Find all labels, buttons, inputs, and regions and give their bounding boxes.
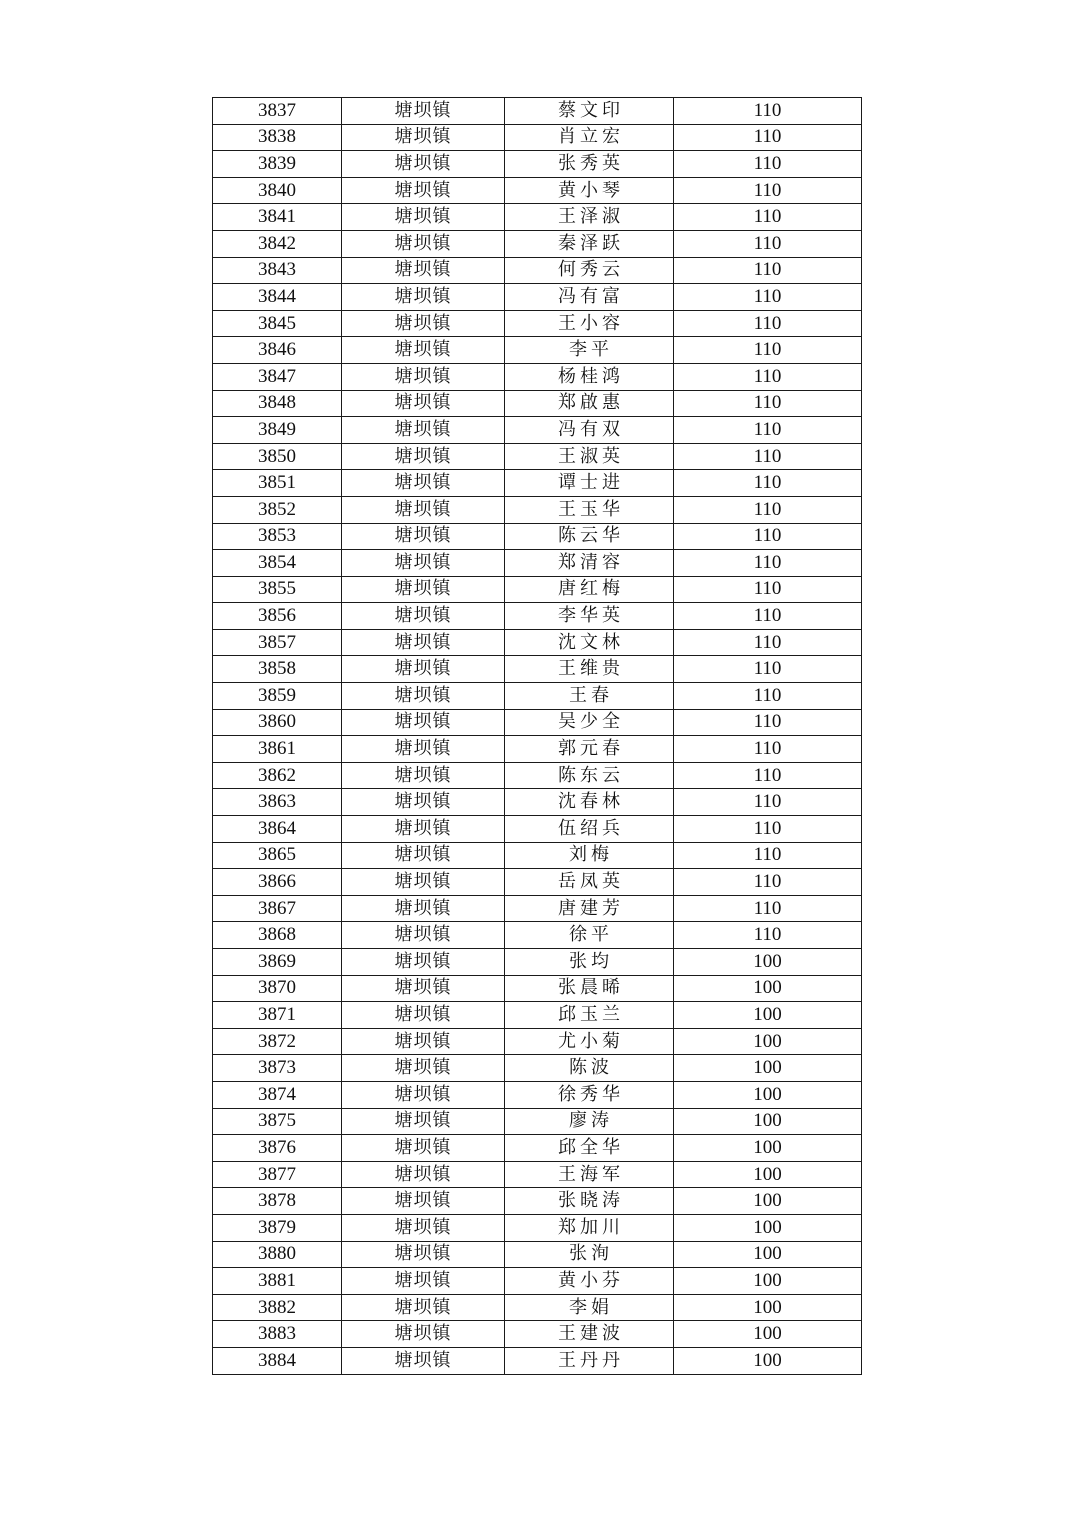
amount-cell: 110 bbox=[674, 683, 862, 710]
row-number-cell: 3859 bbox=[213, 683, 342, 710]
table-row bbox=[213, 151, 862, 178]
row-number-cell: 3864 bbox=[213, 816, 342, 843]
table-row bbox=[213, 869, 862, 896]
amount-cell: 110 bbox=[674, 789, 862, 816]
amount-cell: 100 bbox=[674, 1188, 862, 1215]
town-cell: 塘坝镇 bbox=[342, 257, 505, 284]
table-row bbox=[213, 1241, 862, 1268]
person-name-cell: 谭士进 bbox=[505, 470, 674, 497]
row-number-cell: 3850 bbox=[213, 443, 342, 470]
town-cell: 塘坝镇 bbox=[342, 310, 505, 337]
amount-cell: 110 bbox=[674, 204, 862, 231]
row-number-cell: 3866 bbox=[213, 869, 342, 896]
person-name-cell: 王维贵 bbox=[505, 656, 674, 683]
row-number-cell: 3867 bbox=[213, 895, 342, 922]
person-name-cell: 李娟 bbox=[505, 1294, 674, 1321]
amount-cell: 110 bbox=[674, 257, 862, 284]
amount-cell: 100 bbox=[674, 1135, 862, 1162]
table-row bbox=[213, 1268, 862, 1295]
amount-cell: 110 bbox=[674, 124, 862, 151]
town-cell: 塘坝镇 bbox=[342, 709, 505, 736]
town-cell: 塘坝镇 bbox=[342, 629, 505, 656]
table-row bbox=[213, 895, 862, 922]
town-cell: 塘坝镇 bbox=[342, 1002, 505, 1029]
row-number-cell: 3860 bbox=[213, 709, 342, 736]
town-cell: 塘坝镇 bbox=[342, 975, 505, 1002]
town-cell: 塘坝镇 bbox=[342, 1135, 505, 1162]
town-cell: 塘坝镇 bbox=[342, 762, 505, 789]
row-number-cell: 3854 bbox=[213, 550, 342, 577]
town-cell: 塘坝镇 bbox=[342, 576, 505, 603]
table-row bbox=[213, 949, 862, 976]
amount-cell: 110 bbox=[674, 523, 862, 550]
amount-cell: 100 bbox=[674, 1214, 862, 1241]
table-row bbox=[213, 496, 862, 523]
town-cell: 塘坝镇 bbox=[342, 603, 505, 630]
amount-cell: 110 bbox=[674, 337, 862, 364]
person-name-cell: 王海军 bbox=[505, 1161, 674, 1188]
table-row bbox=[213, 310, 862, 337]
row-number-cell: 3856 bbox=[213, 603, 342, 630]
town-cell: 塘坝镇 bbox=[342, 496, 505, 523]
town-cell: 塘坝镇 bbox=[342, 390, 505, 417]
table-row bbox=[213, 789, 862, 816]
amount-cell: 100 bbox=[674, 1241, 862, 1268]
town-cell: 塘坝镇 bbox=[342, 230, 505, 257]
amount-cell: 110 bbox=[674, 496, 862, 523]
amount-cell: 110 bbox=[674, 922, 862, 949]
amount-cell: 110 bbox=[674, 816, 862, 843]
person-name-cell: 郑清容 bbox=[505, 550, 674, 577]
town-cell: 塘坝镇 bbox=[342, 1081, 505, 1108]
table-row bbox=[213, 709, 862, 736]
person-name-cell: 陈波 bbox=[505, 1055, 674, 1082]
town-cell: 塘坝镇 bbox=[342, 204, 505, 231]
roster-table bbox=[212, 97, 862, 1375]
amount-cell: 100 bbox=[674, 949, 862, 976]
table-row bbox=[213, 842, 862, 869]
amount-cell: 110 bbox=[674, 895, 862, 922]
amount-cell: 110 bbox=[674, 230, 862, 257]
table-row bbox=[213, 284, 862, 311]
table-row bbox=[213, 1055, 862, 1082]
amount-cell: 100 bbox=[674, 1108, 862, 1135]
row-number-cell: 3868 bbox=[213, 922, 342, 949]
town-cell: 塘坝镇 bbox=[342, 1028, 505, 1055]
town-cell: 塘坝镇 bbox=[342, 417, 505, 444]
table-row bbox=[213, 1321, 862, 1348]
table-row bbox=[213, 443, 862, 470]
table-row bbox=[213, 98, 862, 125]
person-name-cell: 徐平 bbox=[505, 922, 674, 949]
row-number-cell: 3862 bbox=[213, 762, 342, 789]
amount-cell: 110 bbox=[674, 284, 862, 311]
table-row bbox=[213, 470, 862, 497]
town-cell: 塘坝镇 bbox=[342, 363, 505, 390]
person-name-cell: 杨桂鸿 bbox=[505, 363, 674, 390]
town-cell: 塘坝镇 bbox=[342, 1268, 505, 1295]
person-name-cell: 徐秀华 bbox=[505, 1081, 674, 1108]
person-name-cell: 何秀云 bbox=[505, 257, 674, 284]
table-row bbox=[213, 204, 862, 231]
town-cell: 塘坝镇 bbox=[342, 816, 505, 843]
town-cell: 塘坝镇 bbox=[342, 443, 505, 470]
row-number-cell: 3839 bbox=[213, 151, 342, 178]
row-number-cell: 3851 bbox=[213, 470, 342, 497]
row-number-cell: 3865 bbox=[213, 842, 342, 869]
town-cell: 塘坝镇 bbox=[342, 470, 505, 497]
person-name-cell: 黄小芬 bbox=[505, 1268, 674, 1295]
table-row bbox=[213, 1081, 862, 1108]
town-cell: 塘坝镇 bbox=[342, 1214, 505, 1241]
person-name-cell: 陈云华 bbox=[505, 523, 674, 550]
amount-cell: 100 bbox=[674, 1002, 862, 1029]
town-cell: 塘坝镇 bbox=[342, 124, 505, 151]
town-cell: 塘坝镇 bbox=[342, 895, 505, 922]
town-cell: 塘坝镇 bbox=[342, 151, 505, 178]
row-number-cell: 3877 bbox=[213, 1161, 342, 1188]
row-number-cell: 3863 bbox=[213, 789, 342, 816]
amount-cell: 110 bbox=[674, 762, 862, 789]
amount-cell: 110 bbox=[674, 443, 862, 470]
town-cell: 塘坝镇 bbox=[342, 1321, 505, 1348]
table-row bbox=[213, 683, 862, 710]
person-name-cell: 张秀英 bbox=[505, 151, 674, 178]
person-name-cell: 王淑英 bbox=[505, 443, 674, 470]
table-row bbox=[213, 1135, 862, 1162]
amount-cell: 110 bbox=[674, 736, 862, 763]
person-name-cell: 张晨晞 bbox=[505, 975, 674, 1002]
person-name-cell: 王丹丹 bbox=[505, 1347, 674, 1374]
person-name-cell: 肖立宏 bbox=[505, 124, 674, 151]
row-number-cell: 3869 bbox=[213, 949, 342, 976]
person-name-cell: 唐红梅 bbox=[505, 576, 674, 603]
town-cell: 塘坝镇 bbox=[342, 1347, 505, 1374]
row-number-cell: 3838 bbox=[213, 124, 342, 151]
amount-cell: 110 bbox=[674, 98, 862, 125]
table-row bbox=[213, 1028, 862, 1055]
town-cell: 塘坝镇 bbox=[342, 1241, 505, 1268]
table-row bbox=[213, 922, 862, 949]
town-cell: 塘坝镇 bbox=[342, 1188, 505, 1215]
amount-cell: 110 bbox=[674, 550, 862, 577]
amount-cell: 110 bbox=[674, 629, 862, 656]
amount-cell: 100 bbox=[674, 1347, 862, 1374]
town-cell: 塘坝镇 bbox=[342, 523, 505, 550]
amount-cell: 110 bbox=[674, 417, 862, 444]
town-cell: 塘坝镇 bbox=[342, 842, 505, 869]
person-name-cell: 邱全华 bbox=[505, 1135, 674, 1162]
amount-cell: 110 bbox=[674, 709, 862, 736]
person-name-cell: 王泽淑 bbox=[505, 204, 674, 231]
amount-cell: 100 bbox=[674, 975, 862, 1002]
row-number-cell: 3873 bbox=[213, 1055, 342, 1082]
amount-cell: 110 bbox=[674, 177, 862, 204]
town-cell: 塘坝镇 bbox=[342, 869, 505, 896]
row-number-cell: 3845 bbox=[213, 310, 342, 337]
person-name-cell: 吴少全 bbox=[505, 709, 674, 736]
table-row bbox=[213, 1002, 862, 1029]
row-number-cell: 3844 bbox=[213, 284, 342, 311]
town-cell: 塘坝镇 bbox=[342, 284, 505, 311]
table-row bbox=[213, 1214, 862, 1241]
person-name-cell: 冯有双 bbox=[505, 417, 674, 444]
amount-cell: 100 bbox=[674, 1294, 862, 1321]
town-cell: 塘坝镇 bbox=[342, 736, 505, 763]
row-number-cell: 3853 bbox=[213, 523, 342, 550]
table-row bbox=[213, 1188, 862, 1215]
person-name-cell: 王小容 bbox=[505, 310, 674, 337]
amount-cell: 100 bbox=[674, 1081, 862, 1108]
amount-cell: 110 bbox=[674, 656, 862, 683]
table-row bbox=[213, 629, 862, 656]
person-name-cell: 冯有富 bbox=[505, 284, 674, 311]
row-number-cell: 3861 bbox=[213, 736, 342, 763]
person-name-cell: 郑啟惠 bbox=[505, 390, 674, 417]
person-name-cell: 沈春林 bbox=[505, 789, 674, 816]
row-number-cell: 3848 bbox=[213, 390, 342, 417]
town-cell: 塘坝镇 bbox=[342, 1108, 505, 1135]
amount-cell: 110 bbox=[674, 869, 862, 896]
town-cell: 塘坝镇 bbox=[342, 683, 505, 710]
person-name-cell: 岳凤英 bbox=[505, 869, 674, 896]
person-name-cell: 黄小琴 bbox=[505, 177, 674, 204]
person-name-cell: 张晓涛 bbox=[505, 1188, 674, 1215]
person-name-cell: 李华英 bbox=[505, 603, 674, 630]
row-number-cell: 3842 bbox=[213, 230, 342, 257]
table-row bbox=[213, 257, 862, 284]
amount-cell: 110 bbox=[674, 603, 862, 630]
person-name-cell: 唐建芳 bbox=[505, 895, 674, 922]
row-number-cell: 3846 bbox=[213, 337, 342, 364]
row-number-cell: 3847 bbox=[213, 363, 342, 390]
row-number-cell: 3855 bbox=[213, 576, 342, 603]
row-number-cell: 3876 bbox=[213, 1135, 342, 1162]
town-cell: 塘坝镇 bbox=[342, 789, 505, 816]
amount-cell: 100 bbox=[674, 1268, 862, 1295]
town-cell: 塘坝镇 bbox=[342, 949, 505, 976]
table-row bbox=[213, 1294, 862, 1321]
person-name-cell: 张均 bbox=[505, 949, 674, 976]
row-number-cell: 3872 bbox=[213, 1028, 342, 1055]
row-number-cell: 3875 bbox=[213, 1108, 342, 1135]
row-number-cell: 3881 bbox=[213, 1268, 342, 1295]
row-number-cell: 3878 bbox=[213, 1188, 342, 1215]
row-number-cell: 3858 bbox=[213, 656, 342, 683]
town-cell: 塘坝镇 bbox=[342, 1294, 505, 1321]
town-cell: 塘坝镇 bbox=[342, 550, 505, 577]
row-number-cell: 3840 bbox=[213, 177, 342, 204]
table-row bbox=[213, 816, 862, 843]
table-row bbox=[213, 177, 862, 204]
table-row bbox=[213, 762, 862, 789]
town-cell: 塘坝镇 bbox=[342, 922, 505, 949]
table-row bbox=[213, 550, 862, 577]
town-cell: 塘坝镇 bbox=[342, 337, 505, 364]
table-row bbox=[213, 337, 862, 364]
amount-cell: 110 bbox=[674, 151, 862, 178]
table-row bbox=[213, 124, 862, 151]
table-row bbox=[213, 363, 862, 390]
person-name-cell: 廖涛 bbox=[505, 1108, 674, 1135]
person-name-cell: 王玉华 bbox=[505, 496, 674, 523]
row-number-cell: 3857 bbox=[213, 629, 342, 656]
table-row bbox=[213, 1347, 862, 1374]
table-row bbox=[213, 523, 862, 550]
roster-table-body bbox=[213, 98, 862, 1375]
table-row bbox=[213, 417, 862, 444]
amount-cell: 110 bbox=[674, 842, 862, 869]
row-number-cell: 3837 bbox=[213, 98, 342, 125]
row-number-cell: 3870 bbox=[213, 975, 342, 1002]
amount-cell: 100 bbox=[674, 1055, 862, 1082]
row-number-cell: 3871 bbox=[213, 1002, 342, 1029]
amount-cell: 110 bbox=[674, 363, 862, 390]
person-name-cell: 王建波 bbox=[505, 1321, 674, 1348]
person-name-cell: 刘梅 bbox=[505, 842, 674, 869]
person-name-cell: 张洵 bbox=[505, 1241, 674, 1268]
table-row bbox=[213, 975, 862, 1002]
row-number-cell: 3852 bbox=[213, 496, 342, 523]
table-row bbox=[213, 656, 862, 683]
row-number-cell: 3849 bbox=[213, 417, 342, 444]
person-name-cell: 秦泽跃 bbox=[505, 230, 674, 257]
town-cell: 塘坝镇 bbox=[342, 98, 505, 125]
town-cell: 塘坝镇 bbox=[342, 177, 505, 204]
row-number-cell: 3841 bbox=[213, 204, 342, 231]
person-name-cell: 沈文林 bbox=[505, 629, 674, 656]
row-number-cell: 3879 bbox=[213, 1214, 342, 1241]
amount-cell: 100 bbox=[674, 1321, 862, 1348]
row-number-cell: 3874 bbox=[213, 1081, 342, 1108]
person-name-cell: 蔡文印 bbox=[505, 98, 674, 125]
town-cell: 塘坝镇 bbox=[342, 656, 505, 683]
amount-cell: 110 bbox=[674, 390, 862, 417]
amount-cell: 100 bbox=[674, 1028, 862, 1055]
table-row bbox=[213, 390, 862, 417]
row-number-cell: 3884 bbox=[213, 1347, 342, 1374]
person-name-cell: 邱玉兰 bbox=[505, 1002, 674, 1029]
amount-cell: 110 bbox=[674, 310, 862, 337]
town-cell: 塘坝镇 bbox=[342, 1161, 505, 1188]
person-name-cell: 尤小菊 bbox=[505, 1028, 674, 1055]
person-name-cell: 郭元春 bbox=[505, 736, 674, 763]
table-row bbox=[213, 576, 862, 603]
row-number-cell: 3882 bbox=[213, 1294, 342, 1321]
town-cell: 塘坝镇 bbox=[342, 1055, 505, 1082]
amount-cell: 100 bbox=[674, 1161, 862, 1188]
amount-cell: 110 bbox=[674, 576, 862, 603]
table-row bbox=[213, 1161, 862, 1188]
row-number-cell: 3883 bbox=[213, 1321, 342, 1348]
person-name-cell: 伍绍兵 bbox=[505, 816, 674, 843]
table-row bbox=[213, 603, 862, 630]
row-number-cell: 3843 bbox=[213, 257, 342, 284]
amount-cell: 110 bbox=[674, 470, 862, 497]
table-row bbox=[213, 230, 862, 257]
table-row bbox=[213, 736, 862, 763]
person-name-cell: 王春 bbox=[505, 683, 674, 710]
row-number-cell: 3880 bbox=[213, 1241, 342, 1268]
person-name-cell: 郑加川 bbox=[505, 1214, 674, 1241]
person-name-cell: 李平 bbox=[505, 337, 674, 364]
table-row bbox=[213, 1108, 862, 1135]
person-name-cell: 陈东云 bbox=[505, 762, 674, 789]
